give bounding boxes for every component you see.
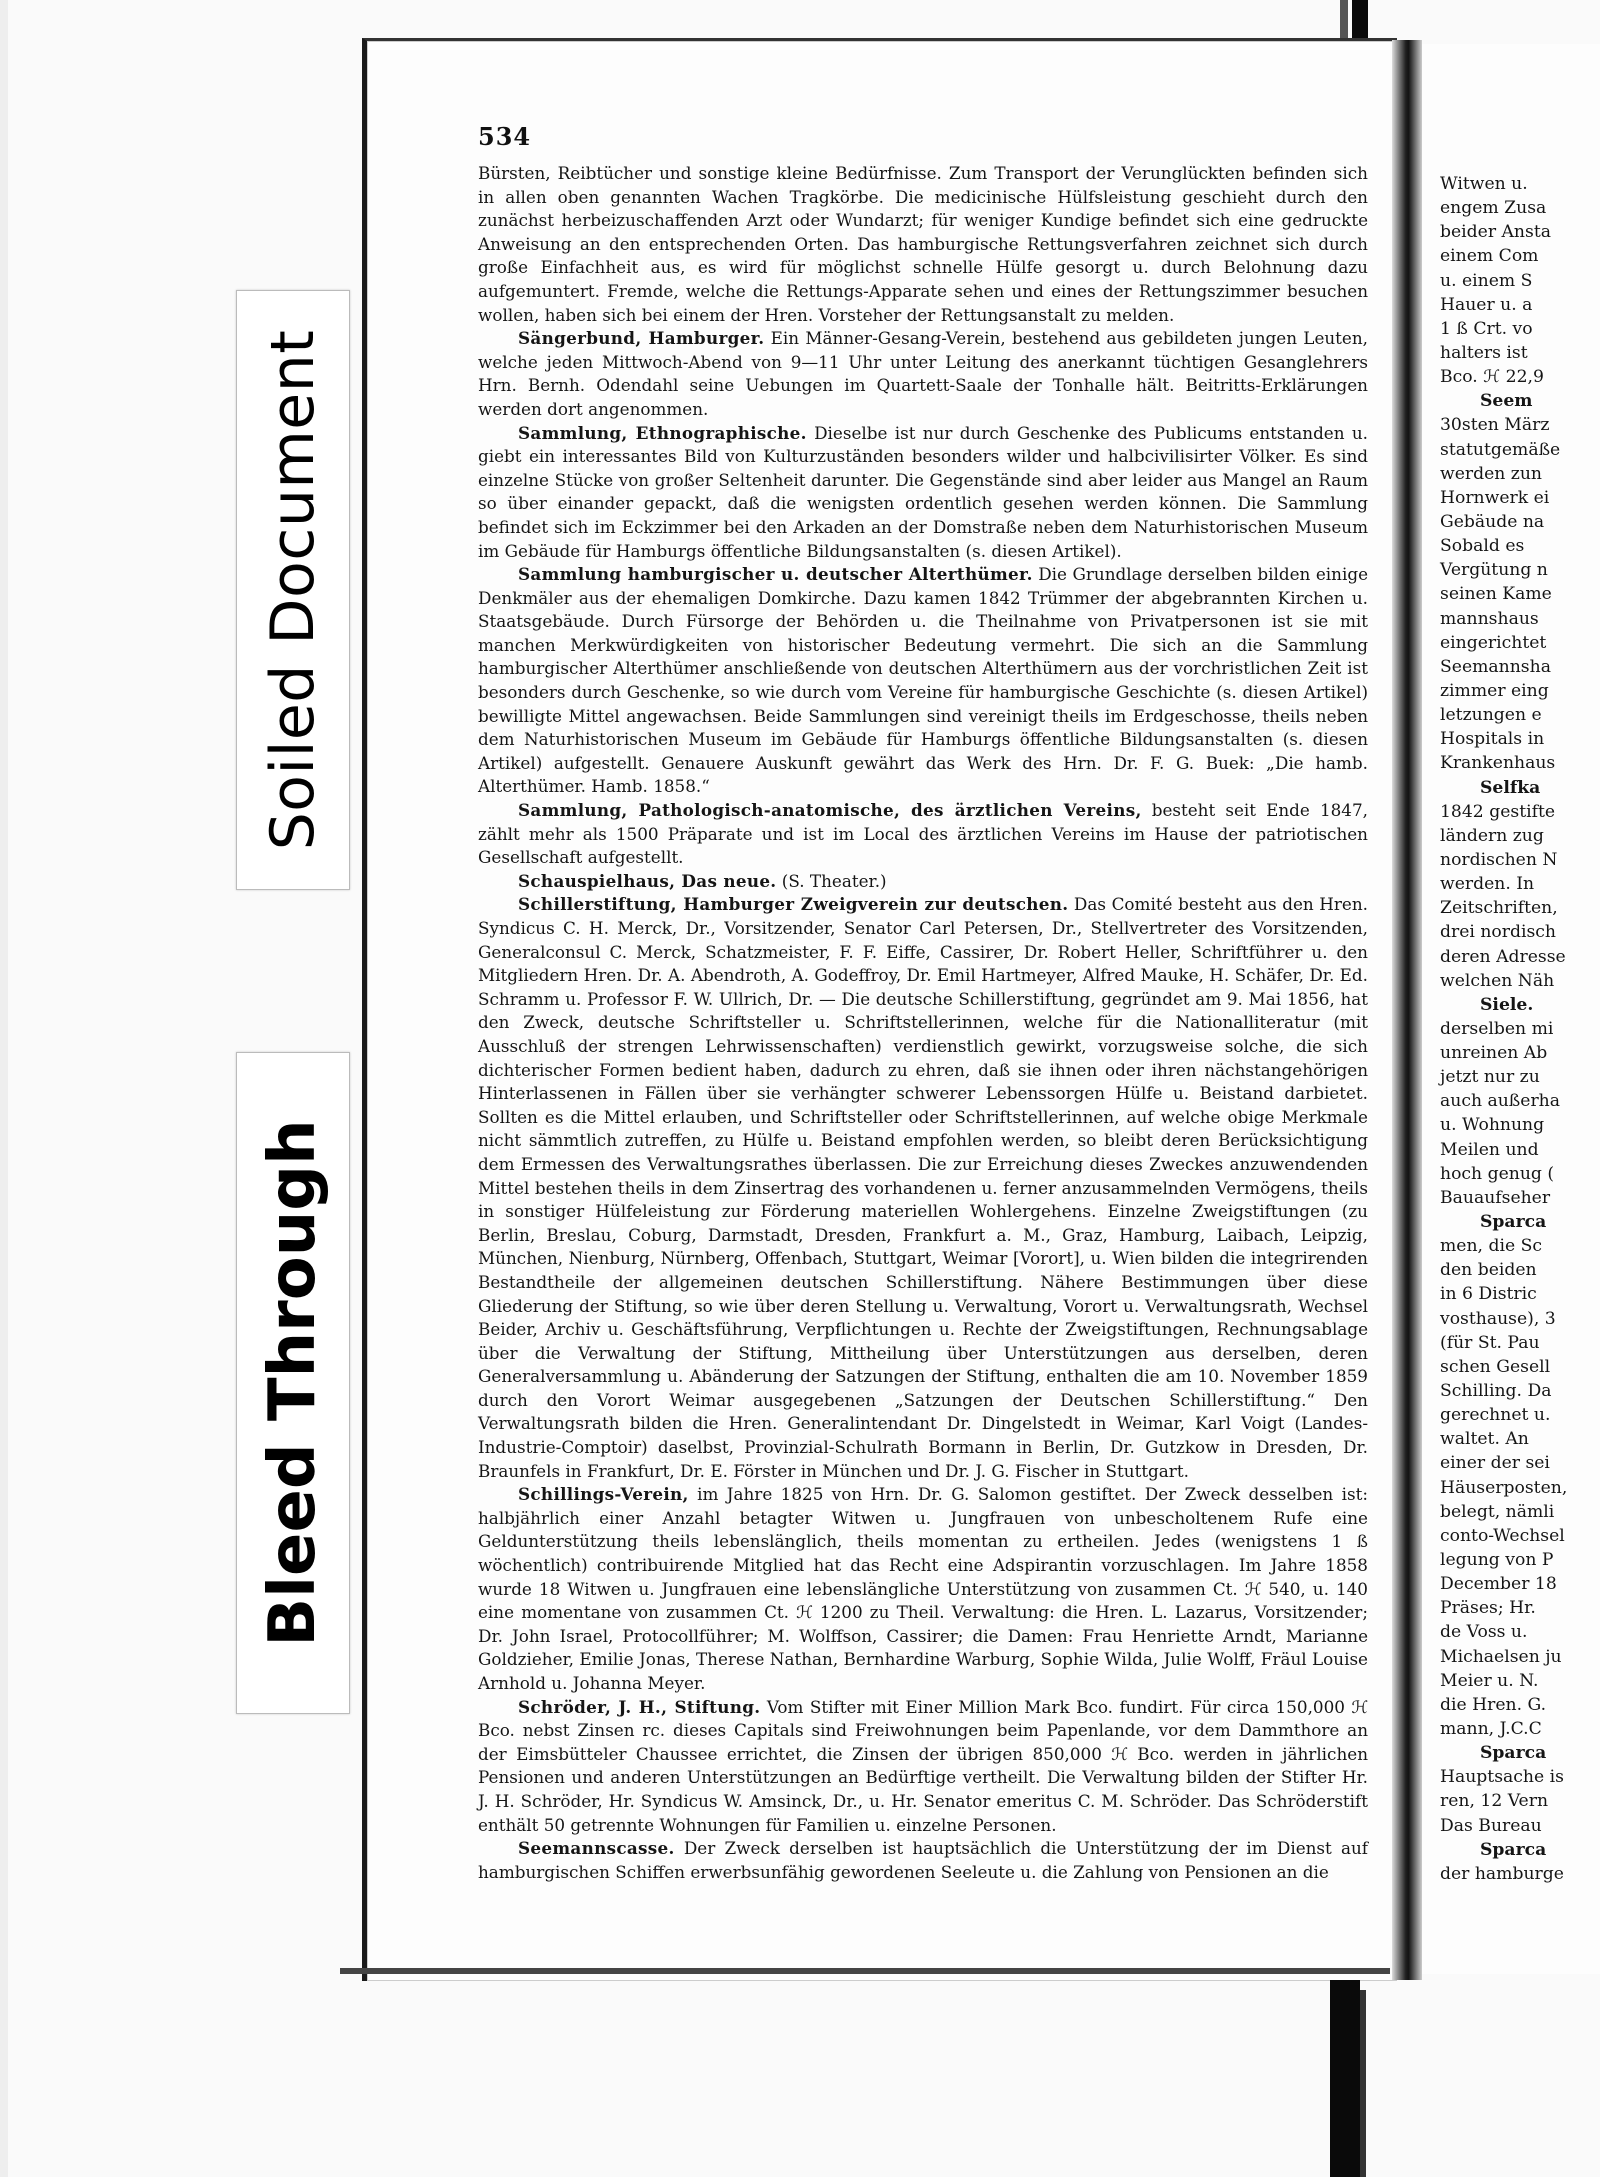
right-page-line: Michaelsen ju (1440, 1646, 1562, 1667)
entry-keyword: Sammlung, Ethnographische. (518, 422, 807, 443)
right-page-line: Hospitals in (1440, 729, 1545, 750)
right-page-line: u. Wohnung (1440, 1115, 1545, 1136)
right-page-line: Präses; Hr. (1440, 1598, 1536, 1619)
right-page-line: werden zun (1440, 463, 1543, 484)
right-page-line: schen Gesell (1440, 1356, 1551, 1377)
entry-keyword: Seemannscasse. (518, 1838, 675, 1859)
right-page-line: Selfka (1480, 777, 1541, 798)
right-page-line: ländern zug (1440, 825, 1544, 846)
right-page-line: Vergütung n (1440, 560, 1548, 581)
right-page-line: Hauptsache is (1440, 1767, 1564, 1788)
right-page-line: unreinen Ab (1440, 1043, 1548, 1064)
right-page-line: eingerichtet (1440, 632, 1547, 653)
entry-text: Dieselbe ist nur durch Geschenke des Publicums entstanden u. giebt ein interessantes Bild von Kulturzuständen besonders wilder und halbcivilisirter Völker. Es sind einzelne Stücke von großer Seltenheit darunter. Die Gegenstände sind aber leider aus Mangel an Raum so über einander gepackt, daß die wenigsten ordentlich gesehen werden können. Die Sammlung befindet sich im Eckzimmer bei den Arkaden an der Domstraße neben dem Naturhistorischen Museum im Gebäude für Hamburgs öffentliche Bildungsanstalten (s. diesen Artikel). (478, 422, 1369, 561)
entry-keyword: Sängerbund, Hamburger. (518, 328, 765, 349)
entry-keyword: Schillerstiftung, Hamburger Zweigverein zur deutschen. (518, 894, 1069, 915)
right-page-line: Gebäude na (1440, 511, 1545, 532)
entry-text: Der Zweck derselben ist hauptsächlich die Unterstützung der im Dienst auf hamburgischen Schiffen erwerbsunfähig gewordenen Seeleute u. die Zahlung von Pensionen an die (478, 1838, 1368, 1882)
entry-paragraph (478, 870, 1368, 894)
right-page-line: welchen Näh (1440, 970, 1555, 991)
right-page-line: seinen Kame (1440, 584, 1552, 605)
right-page-line: (für St. Pau (1440, 1332, 1540, 1353)
right-page-line: 1842 gestifte (1440, 801, 1556, 822)
right-page-line: u. einem S (1440, 270, 1533, 291)
right-page-line: waltet. An (1440, 1429, 1529, 1450)
soiled-document-label (236, 290, 350, 890)
right-page-line: engem Zusa (1440, 198, 1547, 219)
entry-paragraph (478, 563, 1368, 799)
right-page-line: derselben mi (1440, 1018, 1554, 1039)
right-page-line: Seem (1480, 391, 1533, 412)
entry-text: Ein Männer-Gesang-Verein, bestehend aus gebildeten jungen Leuten, welche jeden Mittwoch-Abend von 9—11 Uhr unter Leitung des anerkannt tüchtigen Gesanglehrers Hrn. Bernh. Odendahl seine Uebungen im Quartett-Saale der Tonhalle hält. Beitritts-Erklärungen werden dort angenommen. (478, 328, 1369, 419)
right-page-line: Bauaufseher (1440, 1187, 1551, 1208)
right-page-line: Häuserposten, (1440, 1477, 1568, 1498)
entry-keyword: Sammlung, Pathologisch-anatomische, des ärztlichen Vereins, (518, 800, 1142, 821)
right-page-line: einem Com (1440, 246, 1539, 267)
right-page-column (1440, 172, 1600, 1886)
scan-artifact (1330, 1980, 1360, 2177)
right-page-line: letzungen e (1440, 705, 1542, 726)
right-page-line: nordischen N (1440, 849, 1558, 870)
soiled-label-text: Soiled Document (258, 329, 328, 851)
right-page-line: beider Ansta (1440, 222, 1551, 243)
entry-keyword: Sammlung hamburgischer u. deutscher Alterthümer. (518, 564, 1033, 585)
right-page-line: Zeitschriften, (1440, 898, 1558, 919)
entry-text: im Jahre 1825 von Hrn. Dr. G. Salomon gestiftet. Der Zweck desselben ist: halbjährlich einer Anzahl betagter Witwen u. Jungfrauen von unbescholtenem Rufe eine Geldunterstützung theils lebenslänglich, theils momentan zu ertheilen. Jedes (wenigstens 1 ß wöchentlich) contribuirende Mitglied hat das Recht eine Adspirantin vorzuschlagen. Im Jahre 1858 wurde 18 Witwen u. Jungfrauen eine lebenslängliche Unterstützung von zusammen Ct. ℋ 540, u. 140 eine momentane von zusammen Ct. ℋ 1200 zu Theil. Verwaltung: die Hren. L. Lazarus, Vorsitzender; Dr. John Israel, Protocollführer; M. Wolffson, Cassirer; die Damen: Frau Henriette Arndt, Marianne Goldzieher, Emilie Jonas, Therese Nathan, Bernhardine Warburg, Sophie Wilda, Julie Wolff, Fräul Louise Arnhold u. Johanna Meyer. (478, 1484, 1368, 1693)
entry-paragraph (478, 422, 1368, 564)
scan-artifact (1340, 0, 1348, 40)
bleed-through-label (236, 1052, 350, 1714)
entry-paragraph (478, 162, 1368, 327)
right-page-line: Bco. ℋ 22,9 (1440, 367, 1544, 388)
right-page-line: Krankenhaus (1440, 753, 1556, 774)
scan-artifact (1360, 1990, 1366, 2177)
entry-text: Das Comité besteht aus den Hren. Syndicus C. H. Merck, Dr., Vorsitzender, Senator Carl Petersen, Dr., Stellvertreter des Vorsitzenden, Generalconsul C. Merck, Schatzmeister, F. F. Eiffe, Cassirer, Dr. Robert Heller, Schriftführer u. den Mitgliedern Hren. Dr. A. Abendroth, A. Godeffroy, Dr. Emil Hartmeyer, Alfred Mauke, H. Schäfer, Dr. Ed. Schramm u. Professor F. W. Ullrich, Dr. — Die deutsche Schillerstiftung, gegründet am 9. Mai 1856, hat den Zweck, deutsche Schriftsteller u. Schriftstellerinnen, welche für die Nationalliteratur (mit Ausschluß der strengen Lehrwissenschaften) verdienstlich gewirkt, vorzugsweise solche, die sich dichterischer Formen bedient haben, dadurch zu ehren, daß sie ihnen oder ihren nächstangehörigen Hinterlassenen in Fällen über sie verhängter schwerer Lebenssorgen Hülfe u. Beistand darbietet. Sollten es die Mittel erlauben, und Schriftsteller oder Schriftstellerinnen, auf welche obige Merkmale nicht sämmtlich zutreffen, zu Hülfe u. Beistand empfohlen werden, so bleibt deren Berücksichtigung dem Ermessen des Verwaltungsrathes überlassen. Die zur Erreichung dieses Zweckes anzuwendenden Mittel bestehen theils in dem Zinsertrag des vorhandenen u. ferner anzusammelnden Vermögens, theils in sonstiger Hülfeleistung zur Förderung materiellen Wohlergehens. Einzelne Zweigstiftungen (zu Berlin, Breslau, Coburg, Darmstadt, Dresden, Frankfurt a. M., Graz, Hamburg, Laibach, Leipzig, München, Nienburg, Nürnberg, Offenbach, Stuttgart, Weimar [Vorort], u. Wien bilden die integrirenden Bestandtheile der allgemeinen deutschen Schillerstiftung. Nähere Bestimmungen über diese Gliederung der Stiftung, so wie über deren Stellung u. Verwaltung, Vorort u. Verwaltungsrath, Wechsel Beider, Archiv u. Geschäftsführung, Verpflichtungen u. Rechte der Zweigstiftungen, Rechnungsablage über die Verwaltung der Stiftung, Mittheilung über Unterstützungen aus derselben, deren Generalversammlung u. Abänderung der Satzungen der Stiftung, enthalten die am 10. November 1859 durch den Vorort Weimar ausgegebenen „Satzungen der Deutschen Schillerstiftung.“ Den Verwaltungsrath bilden die Hren. Generalintendant Dr. Dingelstedt in Weimar, Karl Voigt (Landes-Industrie-Comptoir) daselbst, Provinzial-Schulrath Bormann in Berlin, Dr. Gutzkow in Dresden, Dr. Braunfels in Frankfurt, Dr. E. Förster in München und Dr. J. G. Fischer in Stuttgart. (478, 894, 1369, 1481)
right-page-line: statutgemäße (1440, 439, 1561, 460)
right-page-line: Hauer u. a (1440, 294, 1533, 315)
right-page-line: Sparca (1480, 1743, 1547, 1764)
right-page-line: December 18 (1440, 1574, 1557, 1595)
right-page-line: Sparca (1480, 1212, 1547, 1233)
right-page-line: deren Adresse (1440, 946, 1566, 967)
right-page-line: legung von P (1440, 1550, 1554, 1571)
entry-paragraph (478, 893, 1368, 1483)
right-page-line: Meilen und (1440, 1139, 1539, 1160)
right-page-line: in 6 Distric (1440, 1284, 1537, 1305)
right-page-line: Das Bureau (1440, 1815, 1542, 1836)
right-page-line: werden. In (1440, 874, 1535, 895)
entry-paragraph (478, 1696, 1368, 1838)
right-page-line: mann, J.C.C (1440, 1719, 1542, 1739)
right-page-line: Siele. (1480, 994, 1534, 1015)
entry-text: (S. Theater.) (776, 870, 887, 891)
page-number: 534 (478, 122, 532, 151)
entry-text: Bürsten, Reibtücher und sonstige kleine Bedürfnisse. Zum Transport der Verunglückten befinden sich in allen oben genannten Wachen Tragkörbe. Die medicinische Hülfsleistung geschieht durch den zunächst herbeizuschaffenden Arzt oder Wundarzt; für weniger Kundige befindet sich eine gedruckte Anweisung an den entsprechenden Orten. Das hamburgische Rettungsverfahren zeichnet sich durch große Einfachheit aus, es wird für möglichst schnelle Hülfe gesorgt u. durch Belohnung dazu aufgemuntert. Fremde, welche die Rettungs-Apparate sehen und eines der Rettungszimmer besuchen wollen, haben sich bei einem der Hren. Vorsteher der Rettungsanstalt zu melden. (478, 163, 1368, 325)
entry-text: besteht seit Ende 1847, zählt mehr als 1500 Präparate und ist im Local des ärztlichen Vereins im Hause der patriotischen Gesellschaft aufgestellt. (478, 800, 1368, 868)
right-page-line: auch außerha (1440, 1091, 1560, 1112)
right-page-line: drei nordisch (1440, 922, 1556, 943)
right-page-line: einer der sei (1440, 1453, 1550, 1474)
right-page-line: Sobald es (1440, 536, 1525, 557)
entry-text: Die Grundlage derselben bilden einige Denkmäler aus der ehemaligen Domkirche. Dazu kamen 1842 Trümmer der abgebrannten Kirchen u. Staatsgebäude. Durch Fürsorge der Behörden u. die Theilnahme von Privatpersonen ist sie mit manchen Merkwürdigkeiten von historischer Bedeutung vermehrt. Die sich an die Sammlung hamburgischer Alterthümer anschließende von deutschen Alterthümern aus der vorchristlichen Zeit ist besonders durch Geschenke, so wie durch vom Vereine für hamburgische Geschichte (s. diesen Artikel) bewilligte Mittel angewachsen. Beide Sammlungen sind vereinigt theils im Erdgeschosse, theils neben dem Naturhistorischen Museum im Gebäude für Hamburgs öffentliche Bildungsanstalten (s. diesen Artikel) aufgestellt. Genauere Auskunft gewährt das Werk des Hrn. Dr. F. G. Buek: „Die hamb. Alterthümer. Hamb. 1858.“ (478, 564, 1368, 797)
right-page-line: der hamburge (1440, 1863, 1564, 1884)
right-page-line: Witwen u. (1440, 174, 1528, 194)
right-page-line: hoch genug ( (1440, 1163, 1555, 1184)
entry-paragraph (478, 1483, 1368, 1695)
right-page-line: zimmer eing (1440, 680, 1549, 701)
right-page-line: conto-Wechsel (1440, 1525, 1565, 1546)
right-page-line: die Hren. G. (1440, 1694, 1547, 1715)
right-page-line: jetzt nur zu (1440, 1067, 1540, 1088)
bleed-label-text: Bleed Through (256, 1119, 330, 1647)
right-page-line: mannshaus (1440, 608, 1539, 629)
right-page-line: 1 ß Crt. vo (1440, 318, 1533, 339)
entry-keyword: Schillings-Verein, (518, 1484, 689, 1505)
right-page-line: Sparca (1480, 1839, 1547, 1860)
entry-paragraph (478, 1837, 1368, 1884)
right-page-line: de Voss u. (1440, 1622, 1528, 1643)
book-gutter (1392, 40, 1422, 1980)
entry-paragraph (478, 799, 1368, 870)
entry-text: Vom Stifter mit Einer Million Mark Bco. fundirt. Für circa 150,000 ℋ Bco. nebst Zinsen rc. dieses Capitals sind Freiwohnungen beim Papenlande, vor dem Dammthore an der Eimsbütteler Chaussee errichtet, die Zinsen der übrigen 850,000 ℋ Bco. werden in jährlichen Pensionen und anderen Unterstützungen an Bedürftige vertheilt. Die Verwaltung bilden der Stifter Hr. J. H. Schröder, Hr. Syndicus W. Amsinck, Dr., u. Hr. Senator emeritus C. M. Schröder. Das Schröderstift enthält 50 getrennte Wohnungen für Familien u. einzelne Personen. (478, 1696, 1369, 1835)
right-page-line: belegt, nämli (1440, 1501, 1555, 1522)
entry-keyword: Schröder, J. H., Stiftung. (518, 1696, 761, 1717)
right-page-line: Seemannsha (1440, 656, 1551, 677)
right-page-line: ren, 12 Vern (1440, 1791, 1549, 1812)
right-page-line: den beiden (1440, 1260, 1537, 1281)
entry-paragraph (478, 327, 1368, 421)
right-page-line: Schilling. Da (1440, 1381, 1552, 1402)
entry-keyword: Schauspielhaus, Das neue. (518, 870, 777, 891)
right-page-line: men, die Sc (1440, 1236, 1543, 1257)
right-page-line: Meier u. N. (1440, 1670, 1539, 1691)
right-page-line: 30sten März (1440, 415, 1550, 436)
scan-left-shadow (0, 0, 8, 2177)
page-edge (340, 1968, 1390, 1974)
main-text-column (478, 162, 1368, 1884)
right-page-line: Hornwerk ei (1440, 487, 1550, 508)
right-page-line: vosthause), 3 (1440, 1308, 1556, 1329)
right-page-line: gerechnet u. (1440, 1405, 1551, 1426)
right-page-line: halters ist (1440, 342, 1528, 363)
